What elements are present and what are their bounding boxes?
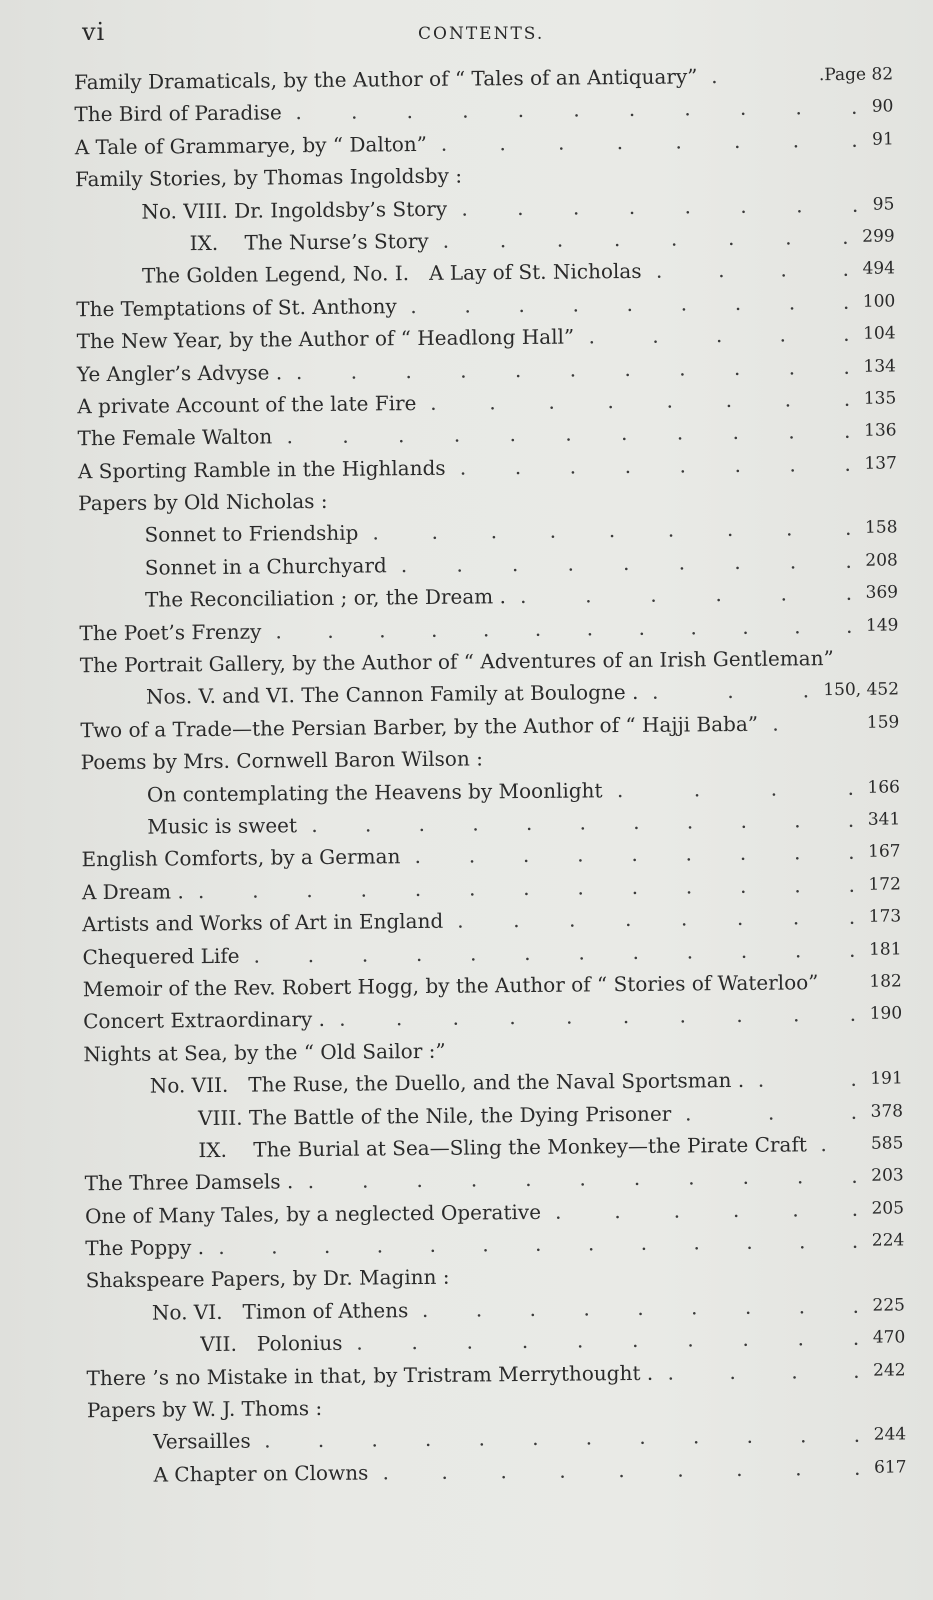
toc-entry-page-number: 242 bbox=[873, 1359, 906, 1381]
dot-leader: . . . . . . . . . . . . bbox=[264, 1423, 861, 1453]
dot-leader: . . . . . . . . . . . . . bbox=[218, 1228, 859, 1260]
toc-entry-page-number: 134 bbox=[863, 355, 897, 377]
dot-leader: . . . . . . . . . . . . bbox=[275, 613, 853, 644]
toc-entry-title: IX. The Nurse’s Story bbox=[189, 228, 429, 256]
toc-entry-page-number: 149 bbox=[865, 615, 899, 636]
toc-entry-title: Ye Angler’s Advyse . bbox=[76, 359, 283, 386]
dot-leader: . . . . . . . . . . . bbox=[295, 95, 858, 125]
dot-leader: . . . . . . . . bbox=[430, 386, 851, 415]
toc-entry-title: The Three Damsels . bbox=[84, 1169, 294, 1196]
toc-entry-title: A Dream . bbox=[81, 879, 184, 905]
toc-entry-title: Two of a Trade—the Persian Barber, by the Author of “ Hajji Baba” bbox=[80, 711, 759, 743]
toc-entry-title: Artists and Works of Art in England bbox=[82, 908, 444, 937]
dot-leader: . . . . . bbox=[588, 321, 850, 349]
toc-entry-title: The Female Walton bbox=[77, 424, 273, 451]
toc-entry-page-number: 191 bbox=[870, 1068, 903, 1089]
dot-leader: . . . . . . bbox=[519, 581, 853, 609]
toc-entry-title: Papers by W. J. Thoms : bbox=[86, 1395, 323, 1423]
toc-entry-title: Concert Extraordinary . bbox=[83, 1007, 326, 1034]
toc-entry-title: No. VI. Timon of Athens bbox=[151, 1297, 409, 1325]
toc-entry-title: The Temptations of St. Anthony bbox=[76, 293, 397, 322]
toc-entry-page-number: 341 bbox=[867, 809, 901, 830]
toc-entry-title: No. VII. The Ruse, the Duello, and the Naval Sportsman . bbox=[149, 1068, 745, 1098]
toc-entry-page-number: 91 bbox=[871, 129, 894, 150]
dot-leader: . . . . . . . . . bbox=[410, 289, 850, 318]
toc-entry-title: Sonnet to Friendship bbox=[144, 521, 359, 548]
toc-entry-page-number: 244 bbox=[873, 1424, 907, 1446]
toc-entry-title: A Tale of Grammarye, by “ Dalton” bbox=[74, 131, 428, 160]
toc-entry-page-number: 585 bbox=[870, 1133, 904, 1154]
dot-leader: . . . . . . . . . . . . bbox=[253, 937, 856, 968]
toc-entry-title: Family Dramaticals, by the Author of “ Tales of an Antiquary” bbox=[74, 64, 698, 95]
toc-entry-page-number: 224 bbox=[871, 1230, 905, 1251]
toc-entry-title: English Comforts, by a German bbox=[81, 844, 401, 872]
toc-entry-page-number: 369 bbox=[865, 582, 899, 603]
dot-leader: . . . . . . . . . . . bbox=[295, 354, 850, 384]
toc-entry-title: No. VIII. Dr. Ingoldsby’s Story bbox=[141, 196, 448, 224]
dot-leader: . . . . . . . . . bbox=[400, 548, 852, 578]
toc-entry-page-number: 203 bbox=[871, 1165, 904, 1186]
dot-leader: . bbox=[820, 1132, 827, 1157]
dot-leader: . . . . . . . . . . . bbox=[311, 807, 855, 838]
dot-leader: . . . . . . . . . . bbox=[356, 1326, 860, 1355]
toc-entry-title: VIII. The Battle of the Nile, the Dying Prisoner bbox=[197, 1101, 672, 1130]
toc-entry-title: The Poet’s Frenzy bbox=[79, 619, 262, 645]
toc-entry-title: Nos. V. and VI. The Cannon Family at Boulogne . bbox=[145, 680, 639, 710]
toc-entry-title: Shakspeare Papers, by Dr. Maginn : bbox=[85, 1265, 450, 1293]
toc-entry-page-number: 208 bbox=[865, 550, 898, 571]
toc-entry-page-number: 190 bbox=[869, 1003, 903, 1025]
toc-entry-page-number: 172 bbox=[868, 874, 901, 895]
toc-entry-title: Poems by Mrs. Cornwell Baron Wilson : bbox=[80, 746, 483, 775]
toc-entry-page-number: 470 bbox=[872, 1327, 906, 1348]
toc-entry-page-number: 617 bbox=[873, 1457, 907, 1478]
toc-entry-title: The Bird of Paradise bbox=[74, 100, 282, 127]
toc-entry-title: Memoir of the Rev. Robert Hogg, by the Author of “ Stories of Waterloo” bbox=[82, 970, 819, 1002]
dot-leader: . . . . . . . . . bbox=[382, 1455, 861, 1485]
page-folio: vi bbox=[82, 18, 106, 46]
toc-entry-title: VII. Polonius bbox=[200, 1331, 343, 1357]
toc-entry-title: Chequered Life bbox=[82, 943, 240, 969]
toc-entry-title: Papers by Old Nicholas : bbox=[78, 488, 328, 516]
toc-entry-page-number: 166 bbox=[867, 776, 901, 798]
dot-leader: . . . . . . . . . . . bbox=[307, 1164, 858, 1194]
toc-entry-page-number: 95 bbox=[872, 193, 895, 215]
toc-entry-page-number: 135 bbox=[863, 388, 897, 409]
toc-entry-title: A private Account of the late Fire bbox=[77, 390, 417, 419]
toc-entry-title: Family Stories, by Thomas Ingoldsby : bbox=[74, 163, 463, 192]
toc-entry-page-number: 173 bbox=[868, 906, 902, 927]
dot-leader: . . . . . . . . . . . bbox=[286, 419, 851, 449]
dot-leader: . . . . . . . . . . . . . bbox=[197, 872, 855, 903]
toc-entry-title: The Reconciliation ; or, the Dream . bbox=[145, 584, 507, 612]
dot-leader: . . . . . . . . . bbox=[421, 1293, 860, 1322]
toc-entry-page-number: 182 bbox=[869, 971, 902, 992]
dot-leader: . bbox=[711, 64, 718, 89]
toc-entry-title: Nights at Sea, by the “ Old Sailor :” bbox=[83, 1038, 446, 1066]
toc-entry-page-number: 205 bbox=[871, 1198, 905, 1219]
toc-entry-title: On contemplating the Heavens by Moonlight bbox=[146, 777, 603, 807]
dot-leader: . . . . bbox=[655, 257, 850, 284]
dot-leader: . . . bbox=[684, 1099, 858, 1125]
dot-leader: . . . . . . . . bbox=[461, 192, 859, 221]
toc-entry-page-number: 159 bbox=[866, 712, 900, 733]
toc-entry-title: There ’s no Mistake in that, by Tristram Merrythought . bbox=[86, 1360, 654, 1390]
dot-leader: . . . . . . . . . bbox=[372, 516, 852, 545]
toc-entry-page-number: 378 bbox=[870, 1100, 904, 1122]
toc-entry-page-number: 225 bbox=[872, 1295, 906, 1316]
toc-entry-page-number: 158 bbox=[864, 517, 898, 539]
table-of-contents bbox=[0, 58, 933, 1492]
dot-leader: . . . . bbox=[616, 775, 855, 802]
dot-leader: . . bbox=[757, 1066, 857, 1092]
toc-entry-page-number: 494 bbox=[862, 258, 896, 280]
toc-entry-page-number: .Page 82 bbox=[818, 64, 894, 86]
dot-leader: . . . . . . . . bbox=[442, 224, 849, 253]
toc-entry-page-number: 137 bbox=[864, 453, 897, 474]
dot-leader: . bbox=[772, 711, 779, 736]
toc-entry-page-number: 299 bbox=[862, 226, 895, 247]
toc-entry-title: The New Year, by the Author of “ Headlong Hall” bbox=[76, 324, 575, 354]
toc-entry-title: Sonnet in a Churchyard bbox=[144, 553, 387, 580]
dot-leader: . . . . . . . . . bbox=[414, 840, 855, 869]
toc-entry-title: A Chapter on Clowns bbox=[153, 1460, 369, 1487]
dot-leader: . . . . . . bbox=[554, 1196, 859, 1224]
toc-entry-page-number: 100 bbox=[862, 291, 896, 312]
toc-entry-page-number: 181 bbox=[868, 938, 902, 960]
dot-leader: . . . . . . . . bbox=[457, 904, 856, 933]
toc-entry-page-number: 167 bbox=[868, 841, 901, 863]
dot-leader: . . . . . . . . bbox=[440, 127, 858, 156]
toc-entry-page-number: 136 bbox=[863, 420, 897, 442]
toc-entry-title: The Portrait Gallery, by the Author of “ Adventures of an Irish Gentleman” bbox=[79, 646, 834, 678]
toc-entry-title: The Golden Legend, No. I. A Lay of St. Nicholas bbox=[141, 259, 642, 288]
dot-leader: . . . bbox=[651, 678, 810, 705]
toc-entry-page-number: 90 bbox=[871, 96, 894, 118]
running-title: CONTENTS. bbox=[418, 24, 545, 44]
dot-leader: . . . . . . . . . . bbox=[339, 1002, 857, 1032]
toc-entry-title: One of Many Tales, by a neglected Operative bbox=[84, 1199, 542, 1228]
toc-entry-page-number: 150, 452 bbox=[823, 679, 900, 701]
toc-entry-page-number: 104 bbox=[863, 323, 896, 344]
dot-leader: . . . . . . . . bbox=[459, 451, 851, 480]
toc-entry-title: A Sporting Ramble in the Highlands bbox=[77, 455, 446, 483]
toc-entry-title: The Poppy . bbox=[85, 1235, 205, 1261]
dot-leader: . . . . bbox=[667, 1358, 860, 1385]
page-header bbox=[0, 18, 933, 58]
toc-entry-title: Versailles bbox=[153, 1429, 251, 1454]
toc-entry-title: Music is sweet bbox=[147, 813, 298, 839]
toc-entry-title: IX. The Burial at Sea—Sling the Monkey—the Pirate Craft bbox=[198, 1132, 807, 1163]
